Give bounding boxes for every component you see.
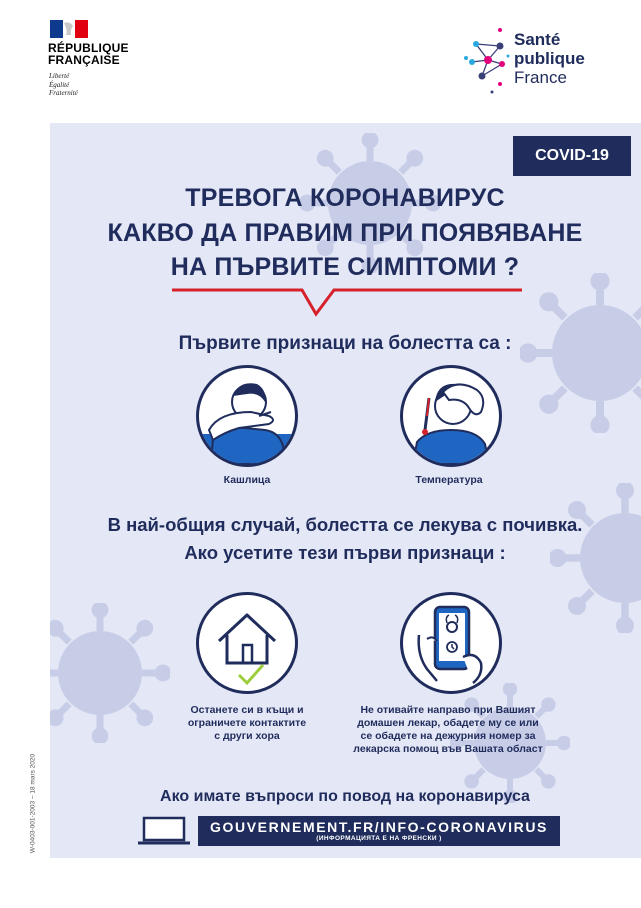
advice-label-call: Не отивайте направо при Вашият домашен лекар, обадете му се или се обадете на дежурния номер за лекарска помощ във Вашата област (353, 704, 543, 755)
reference-code: W-0403-001-2003 – 18 mars 2020 (29, 753, 37, 854)
symptom-label-fever: Температура (415, 474, 483, 486)
thermometer-person-icon (400, 365, 502, 467)
rf-name: RÉPUBLIQUE FRANÇAISE (48, 41, 129, 67)
title-line-3: НА ПЪРВИТЕ СИМПТОМИ ? (170, 253, 520, 281)
advice-line-1: В най-общия случай, болестта се лекува с почивка. (107, 514, 583, 535)
symptom-label-cough: Кашлица (223, 474, 271, 486)
sante-publique-france-logo (462, 22, 612, 102)
coughing-person-icon (196, 365, 298, 467)
virus-decoration-icon (50, 603, 170, 743)
phone-doctor-icon (400, 592, 502, 694)
molecule-icon (462, 22, 514, 98)
speech-underline-icon (172, 286, 524, 320)
advice-line-2: Ако усетите тези първи признаци : (184, 542, 506, 563)
title-line-1: ТРЕВОГА КОРОНАВИРУС (185, 184, 505, 212)
questions-text: Ако имате въпроси по повод на коронавируса (160, 788, 530, 805)
covid-badge: COVID-19 (513, 136, 631, 176)
url-note: (ИНФОРМАЦИЯТА Е НА ФРЕНСКИ ) (316, 835, 442, 842)
info-url-link[interactable]: GOUVERNEMENT.FR/INFO-CORONAVIRUS (210, 819, 548, 835)
symptoms-heading: Първите признаци на болестта са : (178, 333, 512, 354)
republique-francaise-logo (48, 20, 158, 100)
advice-label-home: Останете си в къщи и ограничете контактите с други хора (187, 704, 307, 742)
url-box[interactable] (198, 816, 560, 846)
sp-wordmark: Santé publique France (514, 30, 585, 87)
house-icon (196, 592, 298, 694)
title-line-2: КАКВО ДА ПРАВИМ ПРИ ПОЯВЯВАНЕ (107, 219, 583, 247)
french-flag-icon (50, 20, 88, 38)
rf-motto: Liberté Égalité Fraternité (49, 72, 78, 97)
laptop-icon (138, 816, 190, 846)
